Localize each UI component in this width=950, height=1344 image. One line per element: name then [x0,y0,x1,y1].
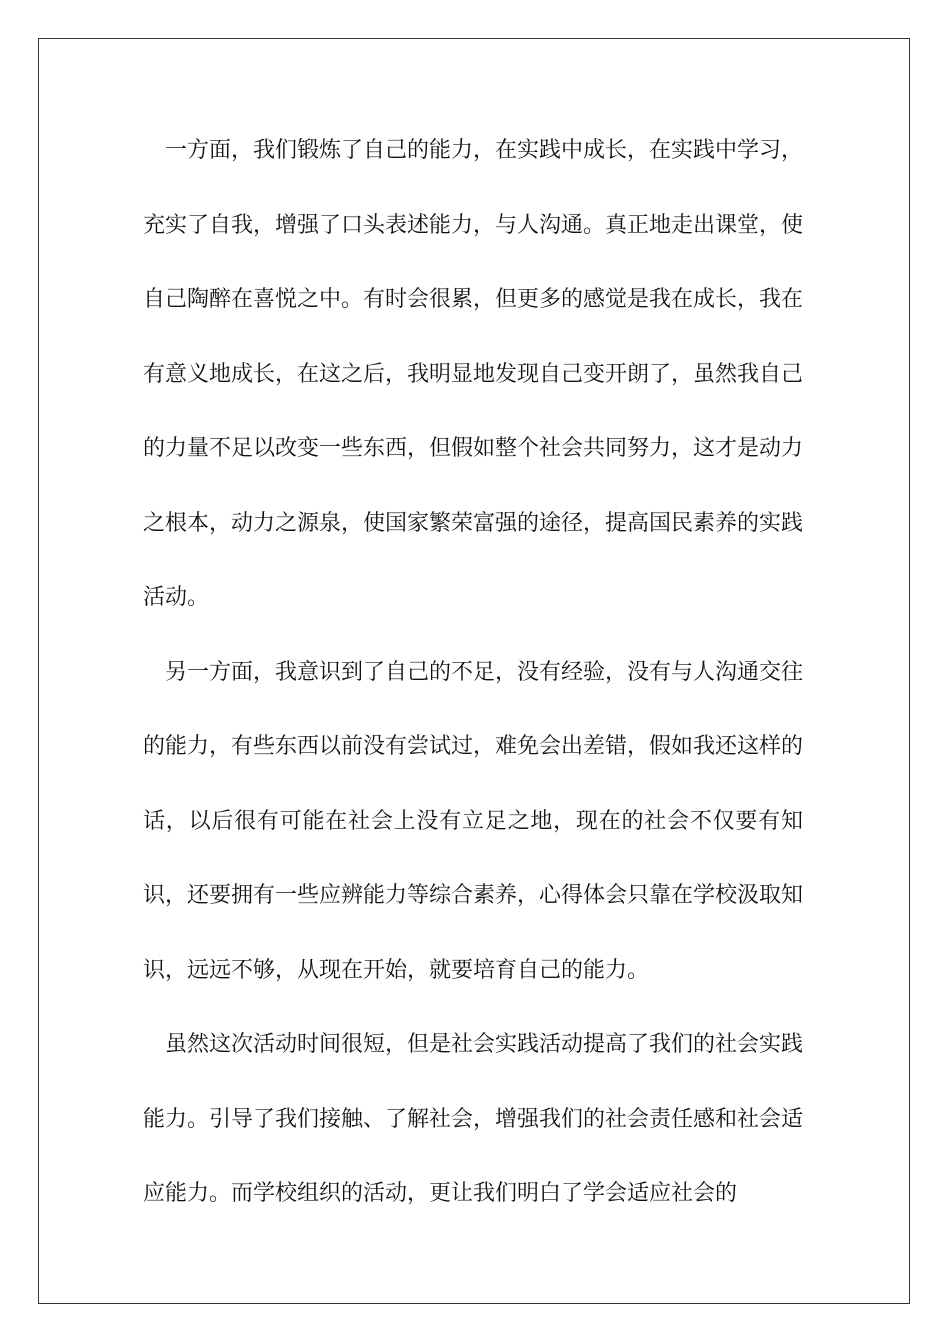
document-body [143,114,803,1232]
paragraph-2: 另一方面，我意识到了自己的不足，没有经验，没有与人沟通交往的能力，有些东西以前没有尝试过，难免会出差错，假如我还这样的话，以后很有可能在社会上没有立足之地，现在的社会不仅要有知识，还要拥有一些应辨能力等综合素养，心得体会只靠在学校汲取知识，远远不够，从现在开始，就要培育自己的能力。 [143,659,804,983]
paragraph-3: 虽然这次活动时间很短，但是社会实践活动提高了我们的社会实践能力。引导了我们接触、了解社会，增强我们的社会责任感和社会适应能力。而学校组织的活动，更让我们明白了学会适应社会的 [143,1032,804,1206]
paragraph-1: 一方面，我们锻炼了自己的能力，在实践中成长，在实践中学习，充实了自我，增强了口头表述能力，与人沟通。真正地走出课堂，使自己陶醉在喜悦之中。有时会很累，但更多的感觉是我在成长，我在有意义地成长，在这之后，我明显地发现自己变开朗了，虽然我自己的力量不足以改变一些东西，但假如整个社会共同努力，这才是动力之根本，动力之源泉，使国家繁荣富强的途径，提高国民素养的实践活动。 [143,138,804,610]
